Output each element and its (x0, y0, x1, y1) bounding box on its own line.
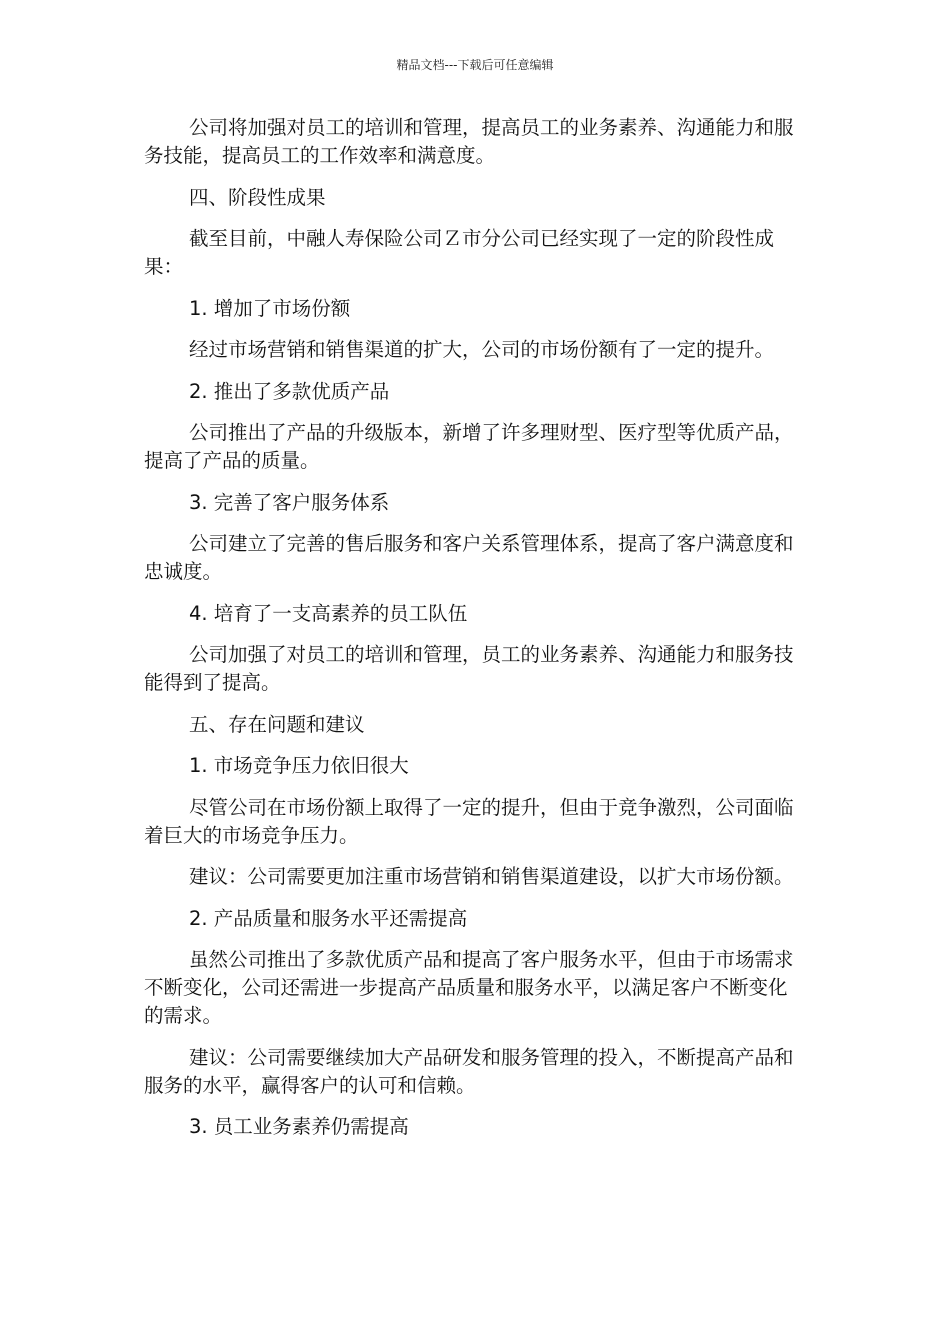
paragraph-customer-service: 公司建立了完善的售后服务和客户关系管理体系，提高了客户满意度和忠诚度。 (144, 532, 794, 583)
section-heading-problems: 五、存在问题和建议 (189, 712, 365, 736)
list-item-quality-products: 2. 推出了多款优质产品 (189, 379, 390, 403)
paragraph-competition-suggestion: 建议：公司需要更加注重市场营销和销售渠道建设，以扩大市场份额。 (189, 865, 794, 888)
paragraph-market-share: 经过市场营销和销售渠道的扩大，公司的市场份额有了一定的提升。 (189, 338, 775, 361)
paragraph-quality-products: 公司推出了产品的升级版本，新增了许多理财型、医疗型等优质产品，提高了产品的质量。 (144, 421, 794, 472)
paragraph-training-management: 公司将加强对员工的培训和管理，提高员工的业务素养、沟通能力和服务技能，提高员工的工作效率和满意度。 (144, 116, 794, 167)
paragraph-quality-service-suggestion: 建议：公司需要继续加大产品研发和服务管理的投入，不断提高产品和服务的水平，赢得客户的认可和信赖。 (144, 1045, 794, 1097)
list-item-competition: 1. 市场竞争压力依旧很大 (189, 754, 409, 777)
list-item-staff-team: 4. 培育了一支高素养的员工队伍 (189, 601, 468, 625)
paragraph-staff-team: 公司加强了对员工的培训和管理，员工的业务素养、沟通能力和服务技能得到了提高。 (144, 643, 794, 694)
document-body (144, 114, 804, 1155)
page-header: 精品文档---下载后可任意编辑 (396, 58, 554, 72)
paragraph-quality-service: 虽然公司推出了多款优质产品和提高了客户服务水平，但由于市场需求不断变化，公司还需进一步提高产品质量和服务水平，以满足客户不断变化的需求。 (144, 948, 794, 1027)
list-item-market-share: 1. 增加了市场份额 (189, 296, 351, 320)
paragraph-competition: 尽管公司在市场份额上取得了一定的提升，但由于竞争激烈，公司面临着巨大的市场竞争压力。 (144, 795, 794, 847)
list-item-customer-service: 3. 完善了客户服务体系 (189, 490, 390, 514)
paragraph-stage-results-intro: 截至目前，中融人寿保险公司Ｚ市分公司已经实现了一定的阶段性成果： (144, 227, 775, 278)
list-item-quality-service: 2. 产品质量和服务水平还需提高 (189, 906, 468, 930)
section-heading-stage-results: 四、阶段性成果 (189, 185, 326, 209)
list-item-staff-skills: 3. 员工业务素养仍需提高 (189, 1115, 409, 1138)
